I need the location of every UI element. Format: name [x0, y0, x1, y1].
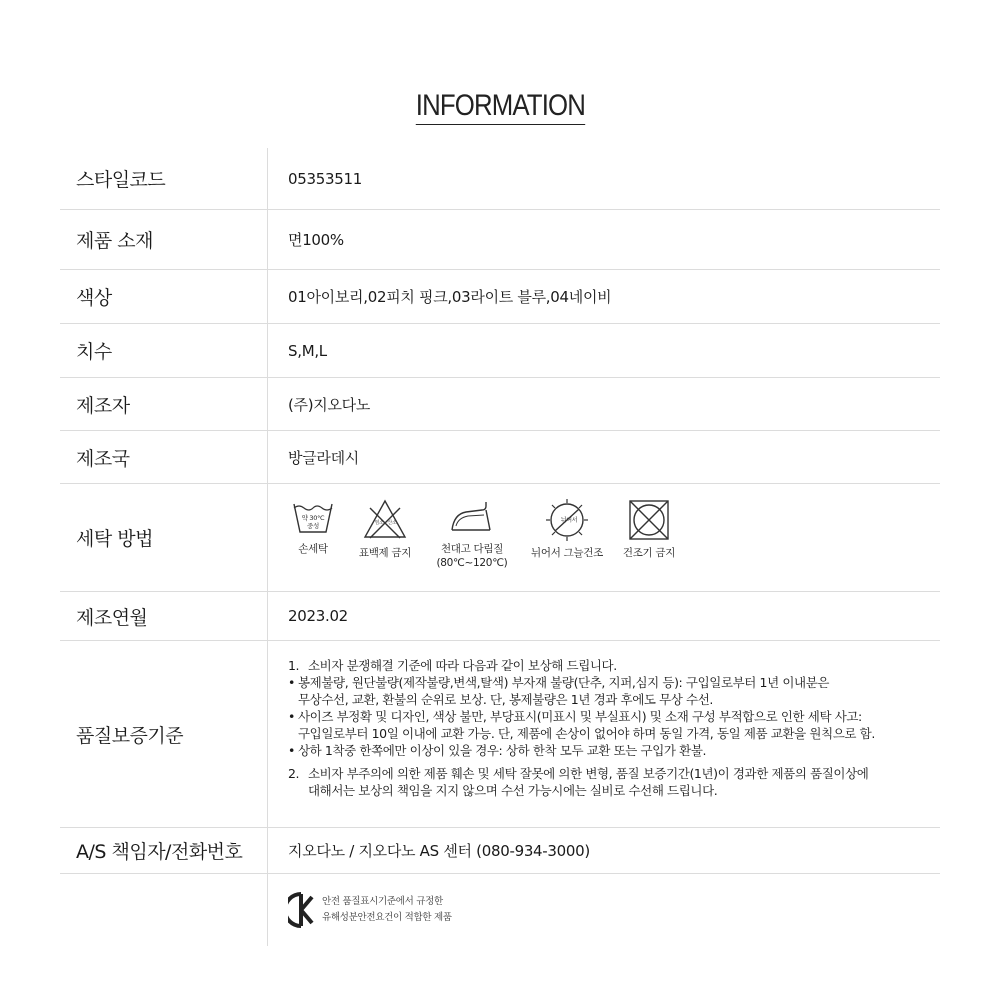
- quality-text: 1. 소비자 분쟁해결 기준에 따라 다음과 같이 보상해 드립니다. • 봉제불량, 원단불량(제작불량,변색,탈색) 부자재 불량(단추, 지퍼,심지 등): 구입일로부터 1년 이내분은 무상수선, 교환, 환불의 순위로 보상. 단, 봉제불량은 1년 경과 후에도 무상 수선. • 사이즈 부정확 및 디자인, 색상 불만, 부당표시(미표시 및 부실표시) 및 소재 구성 부적합으로 인한 세탁 사고: 구입일로부터 10일 이내에 교환 가능. 단, 제품에 손상이 없어야 하며 동일 가격, 동일 제품 교환을 원칙으로 함. • 상하 1착중 한쪽에만 이상이 있을 경우: 상하 한착 모두 교환 또는 구입가 환불. 2. 소비자 부주의에 의한 제품 훼손 및 세탁 잘못에 의한 변형, 품질 보증기간(1년)이 경과한 제품의 품질이상에 대해서는 보상의 책임을 지지 않으며 수선 가능시에는 실비로 수선해 드립니다.: [288, 658, 875, 798]
- iron-label: 천대고 다림질 (80℃~120℃): [436, 543, 508, 569]
- page-title: INFORMATION: [415, 88, 584, 125]
- kc-certification: [268, 874, 940, 946]
- shade-dry-icon: [543, 498, 591, 542]
- svg-text:약 30°C: 약 30°C: [301, 514, 325, 522]
- size-value: S,M,L: [288, 341, 327, 360]
- row-washing: [60, 484, 940, 592]
- country-value: 방글라데시: [288, 448, 359, 467]
- row-material: [60, 210, 940, 270]
- quality-label: 품질보증기준: [60, 641, 268, 827]
- product-info-table: [60, 148, 940, 946]
- no-tumble-dry-icon: [627, 498, 671, 542]
- kc-description: 안전 품질표시기준에서 규정한 유해성분안전요건이 적합한 제품: [322, 896, 452, 923]
- maker-value: (주)지오다노: [288, 395, 371, 414]
- hand-wash-icon: [291, 498, 335, 538]
- row-as: [60, 828, 940, 874]
- washing-label: 세탁 방법: [60, 484, 268, 591]
- as-label: A/S 책임자/전화번호: [60, 828, 268, 873]
- care-item-no-tumble-dry: [618, 498, 680, 560]
- care-item-hand-wash: [288, 498, 338, 556]
- row-date: [60, 592, 940, 641]
- style-code-label: 스타일코드: [60, 148, 268, 209]
- color-label: 색상: [60, 270, 268, 323]
- washing-icons: [268, 484, 940, 591]
- date-value: 2023.02: [288, 607, 348, 625]
- color-value: 01아이보리,02피치 핑크,03라이트 블루,04네이비: [288, 288, 612, 306]
- material-label: 제품 소재: [60, 210, 268, 269]
- no-tumble-dry-label: 건조기 금지: [622, 547, 676, 559]
- row-size: [60, 324, 940, 378]
- hand-wash-label: 손세탁: [298, 543, 328, 555]
- svg-text:뉘어서: 뉘어서: [560, 517, 578, 524]
- row-color: [60, 270, 940, 324]
- style-code-value: 05353511: [288, 169, 362, 188]
- row-kc: [60, 874, 940, 946]
- care-item-iron: [432, 498, 512, 570]
- row-quality: [60, 641, 940, 828]
- date-label: 제조연월: [60, 592, 268, 640]
- care-item-no-bleach: [350, 498, 420, 560]
- svg-text:산소: 산소: [387, 520, 397, 526]
- svg-text:중성: 중성: [307, 522, 319, 530]
- country-label: 제조국: [60, 431, 268, 483]
- kc-label-empty: [60, 874, 268, 946]
- care-item-shade-dry: [524, 498, 610, 560]
- iron-icon: [448, 498, 496, 538]
- row-maker: [60, 378, 940, 431]
- shade-dry-label: 뉘어서 그늘건조: [531, 547, 603, 559]
- no-bleach-label: 표백제 금지: [358, 547, 412, 559]
- material-value: 면100%: [288, 231, 344, 249]
- svg-text:염소: 염소: [374, 520, 384, 526]
- row-style-code: [60, 148, 940, 210]
- kc-mark-icon: [288, 891, 314, 929]
- as-value: 지오다노 / 지오다노 AS 센터 (080-934-3000): [288, 842, 590, 860]
- row-country: [60, 431, 940, 484]
- maker-label: 제조자: [60, 378, 268, 430]
- no-bleach-icon: [362, 498, 408, 542]
- size-label: 치수: [60, 324, 268, 377]
- information-heading: [0, 88, 1000, 125]
